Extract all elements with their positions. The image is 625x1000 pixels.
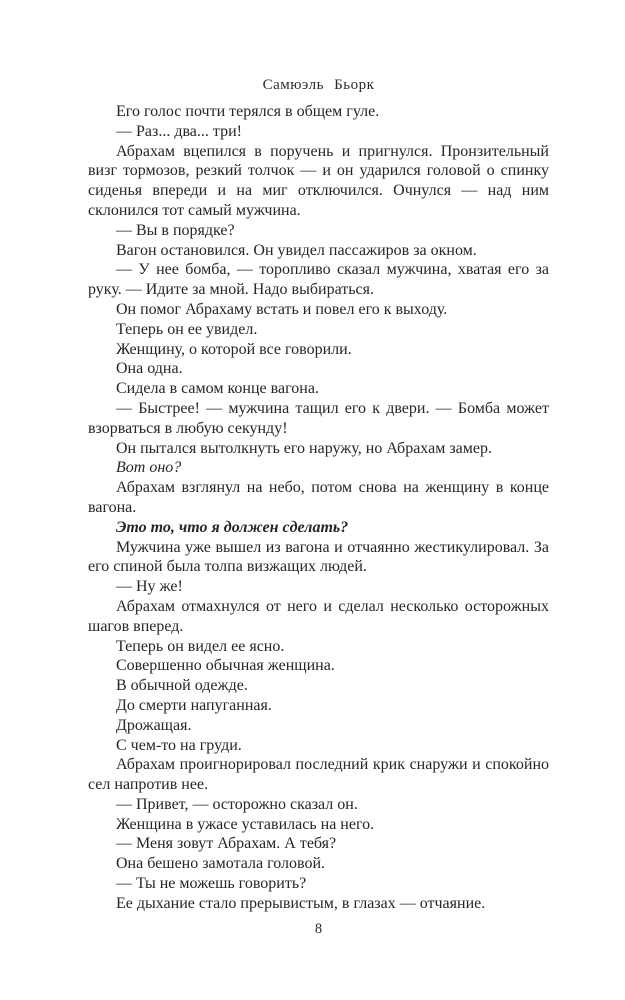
paragraph: Абрахам вцепился в поручень и пригнулся. Пронзительный визг тормозов, резкий толчок — и он ударился головой о спинку сиденья впереди и на миг отключился. Очнулся — над ним склонился тот самый мужчина. [88, 142, 549, 219]
paragraph: Совершенно обычная женщина. [116, 657, 335, 675]
paragraph: — Меня зовут Абрахам. А тебя? [116, 835, 337, 853]
paragraph: Теперь он видел ее ясно. [116, 637, 285, 655]
paragraph: Мужчина уже вышел из вагона и отчаянно жестикулировал. За его спиной была толпа визжащих людей. [88, 538, 549, 576]
paragraph: — У нее бомба, — торопливо сказал мужчина, хватая его за руку. — Идите за мной. Надо выбираться. [88, 261, 549, 299]
paragraph: До смерти напуганная. [116, 696, 272, 714]
paragraph: Вагон остановился. Он увидел пассажиров за окном. [116, 241, 477, 259]
paragraph: Теперь он ее увидел. [116, 320, 258, 338]
paragraph: Вот оно? [116, 459, 182, 477]
paragraph: Сидела в самом конце вагона. [116, 380, 319, 398]
paragraph: Он помог Абрахаму встать и повел его к выходу. [116, 300, 448, 318]
paragraph: — Быстрее! — мужчина тащил его к двери. — Бомба может взорваться в любую секунду! [88, 399, 549, 437]
paragraph: Женщина в ужасе уставилась на него. [116, 815, 375, 833]
running-head-author: Самюэль Бьорк [262, 77, 375, 93]
paragraph: Абрахам отмахнулся от него и сделал несколько осторожных шагов вперед. [88, 597, 549, 635]
paragraph: — Привет, — осторожно сказал он. [116, 795, 358, 813]
paragraph: Дрожащая. [116, 716, 192, 734]
paragraph: Он пытался вытолкнуть его наружу, но Абрахам замер. [116, 439, 492, 457]
paragraph: Его голос почти терялся в общем гуле. [116, 103, 380, 120]
paragraph: В обычной одежде. [116, 677, 248, 695]
paragraph: Ее дыхание стало прерывистым, в глазах — отчаяние. [116, 894, 486, 912]
page-number: 8 [314, 921, 323, 937]
paragraph: — Ну же! [116, 578, 183, 596]
paragraph: — Ты не можешь говорить? [116, 875, 307, 893]
paragraph: Это то, что я должен сделать? [116, 518, 349, 536]
body-text-block [88, 102, 549, 914]
paragraph: Абрахам взглянул на небо, потом снова на женщину в конце вагона. [88, 479, 549, 516]
paragraph: — Вы в порядке? [116, 221, 235, 239]
paragraph: Она одна. [116, 360, 183, 378]
paragraph: Она бешено замотала головой. [116, 855, 326, 873]
paragraph: Абрахам проигнорировал последний крик снаружи и спокойно сел напротив нее. [88, 756, 549, 794]
paragraph: Женщину, о которой все говорили. [116, 340, 352, 358]
paragraph: — Раз... два... три! [116, 122, 242, 140]
paragraph: С чем-то на груди. [116, 736, 242, 754]
